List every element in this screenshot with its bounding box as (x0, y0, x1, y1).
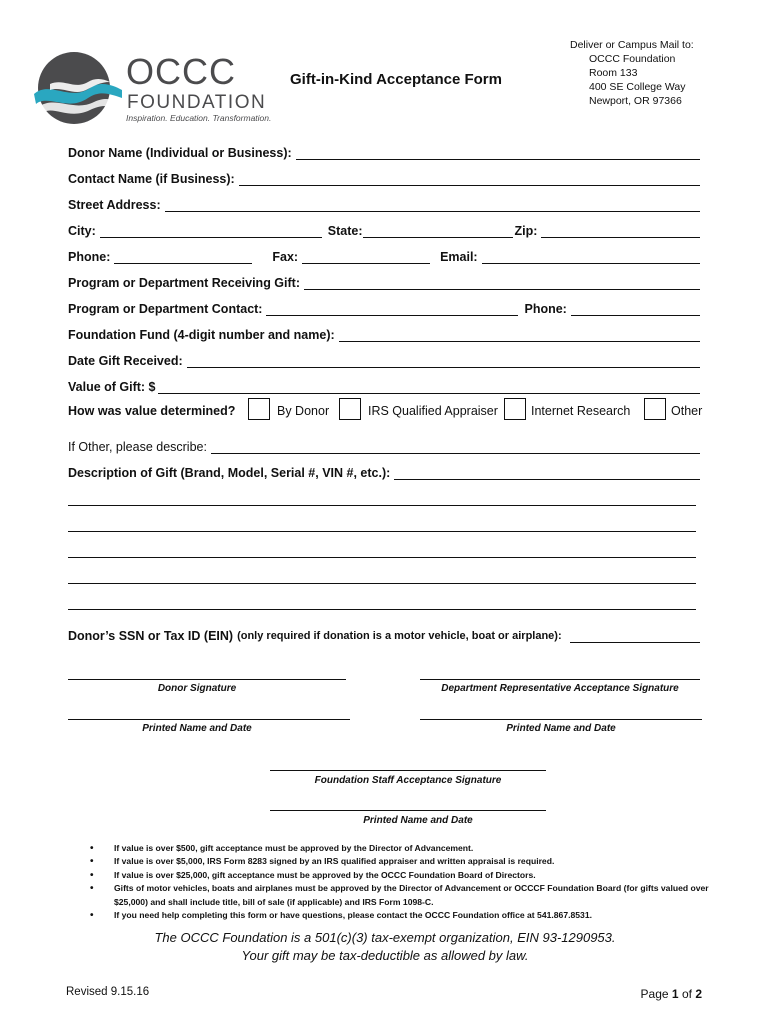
email-field[interactable] (482, 250, 700, 264)
program-contact-label: Program or Department Contact: (68, 302, 263, 316)
contact-name-field[interactable] (239, 172, 700, 186)
contact-name-label: Contact Name (if Business): (68, 172, 235, 186)
mail-line: Newport, OR 97366 (589, 95, 682, 107)
list-item: • Gifts of motor vehicles, boats and airplanes must be approved by the Director of Advancement or OCCCF Foundation Board (for gifts valued over $25,000) and shall include title, bill of sale (if applicable) and IRS Form 1098-C. (90, 882, 710, 909)
program-row (68, 273, 702, 291)
other-option: Other (671, 404, 703, 418)
donor-signature-line[interactable] (68, 679, 346, 680)
logo-mark-icon (30, 50, 126, 126)
if-other-field[interactable] (211, 440, 700, 454)
form-title: Gift-in-Kind Acceptance Form (290, 71, 502, 88)
state-label: State: (327, 224, 363, 238)
page-prefix: Page (640, 987, 669, 1001)
donor-name-field[interactable] (296, 146, 700, 160)
value-method-label: How was value determined? (68, 404, 236, 418)
mail-line: OCCC Foundation (589, 53, 676, 65)
dept-signature-caption: Department Representative Acceptance Signature (441, 683, 679, 694)
phone-field[interactable] (114, 250, 252, 264)
internet-research-checkbox[interactable] (504, 398, 526, 420)
phone-fax-email-row (68, 247, 702, 265)
description-line[interactable] (68, 609, 696, 610)
ssn-field[interactable] (570, 629, 700, 643)
by-donor-checkbox[interactable] (248, 398, 270, 420)
program-label: Program or Department Receiving Gift: (68, 276, 300, 290)
fund-row (68, 325, 702, 343)
state-field[interactable] (363, 224, 513, 238)
program-field[interactable] (304, 276, 700, 290)
email-label: Email: (440, 250, 478, 264)
if-other-row (68, 437, 702, 455)
ssn-note: (only required if donation is a motor vehicle, boat or airplane): (237, 630, 562, 642)
logo-subtitle: FOUNDATION (127, 92, 267, 113)
street-row (68, 195, 702, 213)
fax-field[interactable] (302, 250, 430, 264)
program-phone-label: Phone: (524, 302, 567, 316)
fund-field[interactable] (339, 328, 700, 342)
description-line[interactable] (68, 583, 696, 584)
description-label: Description of Gift (Brand, Model, Serial #, VIN #, etc.): (68, 466, 391, 480)
occc-foundation-logo (30, 50, 272, 126)
value-field[interactable] (158, 380, 700, 394)
value-label: Value of Gift: $ (68, 380, 156, 394)
if-other-label: If Other, please describe: (68, 440, 207, 454)
other-checkbox[interactable] (644, 398, 666, 420)
page-number (641, 987, 702, 1001)
program-contact-field[interactable] (266, 302, 518, 316)
printed-name-line[interactable] (420, 719, 702, 720)
date-received-row (68, 351, 702, 369)
internet-research-option: Internet Research (531, 404, 631, 418)
street-label: Street Address: (68, 198, 161, 212)
value-row (68, 377, 702, 395)
fund-label: Foundation Fund (4-digit number and name): (68, 328, 335, 342)
printed-name-line[interactable] (68, 719, 350, 720)
ssn-row (68, 626, 702, 644)
mail-line: Room 133 (589, 67, 638, 79)
mail-heading: Deliver or Campus Mail to: (570, 39, 694, 51)
contact-name-row (68, 169, 702, 187)
phone-label: Phone: (68, 250, 111, 264)
fax-label: Fax: (272, 250, 299, 264)
program-contact-row (68, 299, 702, 317)
description-line[interactable] (68, 505, 696, 506)
city-label: City: (68, 224, 96, 238)
tax-deductible-note: Your gift may be tax-deductible as allowed by law. (241, 948, 529, 963)
logo-tagline: Inspiration. Education. Transformation. (126, 113, 272, 123)
list-item: • If value is over $25,000, gift acceptance must be approved by the OCCC Foundation Board of Directors. (90, 869, 710, 882)
value-method-row (68, 398, 708, 422)
irs-appraiser-checkbox[interactable] (339, 398, 361, 420)
staff-signature-line[interactable] (270, 770, 546, 771)
zip-label: Zip: (514, 224, 538, 238)
street-field[interactable] (165, 198, 700, 212)
by-donor-option: By Donor (277, 404, 330, 418)
description-row (68, 463, 702, 481)
description-line[interactable] (68, 557, 696, 558)
date-received-label: Date Gift Received: (68, 354, 183, 368)
tax-exempt-note: The OCCC Foundation is a 501(c)(3) tax-exempt organization, EIN 93-1290953. (154, 930, 616, 945)
city-state-zip-row (68, 221, 702, 239)
donor-signature-caption: Donor Signature (157, 683, 237, 694)
program-phone-field[interactable] (571, 302, 700, 316)
mail-line: 400 SE College Way (589, 81, 686, 93)
page-total: 2 (695, 987, 702, 1001)
date-received-field[interactable] (187, 354, 700, 368)
page-current: 1 (671, 987, 679, 1001)
donor-name-label: Donor Name (Individual or Business): (68, 146, 292, 160)
dept-signature-line[interactable] (420, 679, 700, 680)
staff-signature-caption: Foundation Staff Acceptance Signature (314, 775, 502, 786)
printed-name-caption: Printed Name and Date (142, 723, 252, 734)
staff-printed-name-line[interactable] (270, 810, 546, 811)
approval-rules-list (90, 842, 710, 922)
ssn-label: Donor’s SSN or Tax ID (EIN) (68, 629, 234, 643)
donor-name-row (68, 143, 702, 161)
page-sep: of (681, 987, 692, 1001)
irs-appraiser-option: IRS Qualified Appraiser (368, 404, 498, 418)
staff-printed-name-caption: Printed Name and Date (363, 815, 473, 826)
list-item: • If value is over $5,000, IRS Form 8283 signed by an IRS qualified appraiser and written appraisal is required. (90, 855, 710, 868)
mailing-address (570, 38, 694, 108)
revision-date: Revised 9.15.16 (66, 986, 150, 998)
city-field[interactable] (100, 224, 322, 238)
logo-wordmark: OCCC (126, 51, 236, 92)
list-item: • If you need help completing this form or have questions, please contact the OCCC Foundation office at 541.867.8531. (90, 909, 710, 922)
description-line[interactable] (68, 531, 696, 532)
description-field[interactable] (394, 466, 700, 480)
printed-name-caption: Printed Name and Date (506, 723, 616, 734)
list-item: • If value is over $500, gift acceptance must be approved by the Director of Advancement. (90, 842, 710, 855)
zip-field[interactable] (541, 224, 700, 238)
